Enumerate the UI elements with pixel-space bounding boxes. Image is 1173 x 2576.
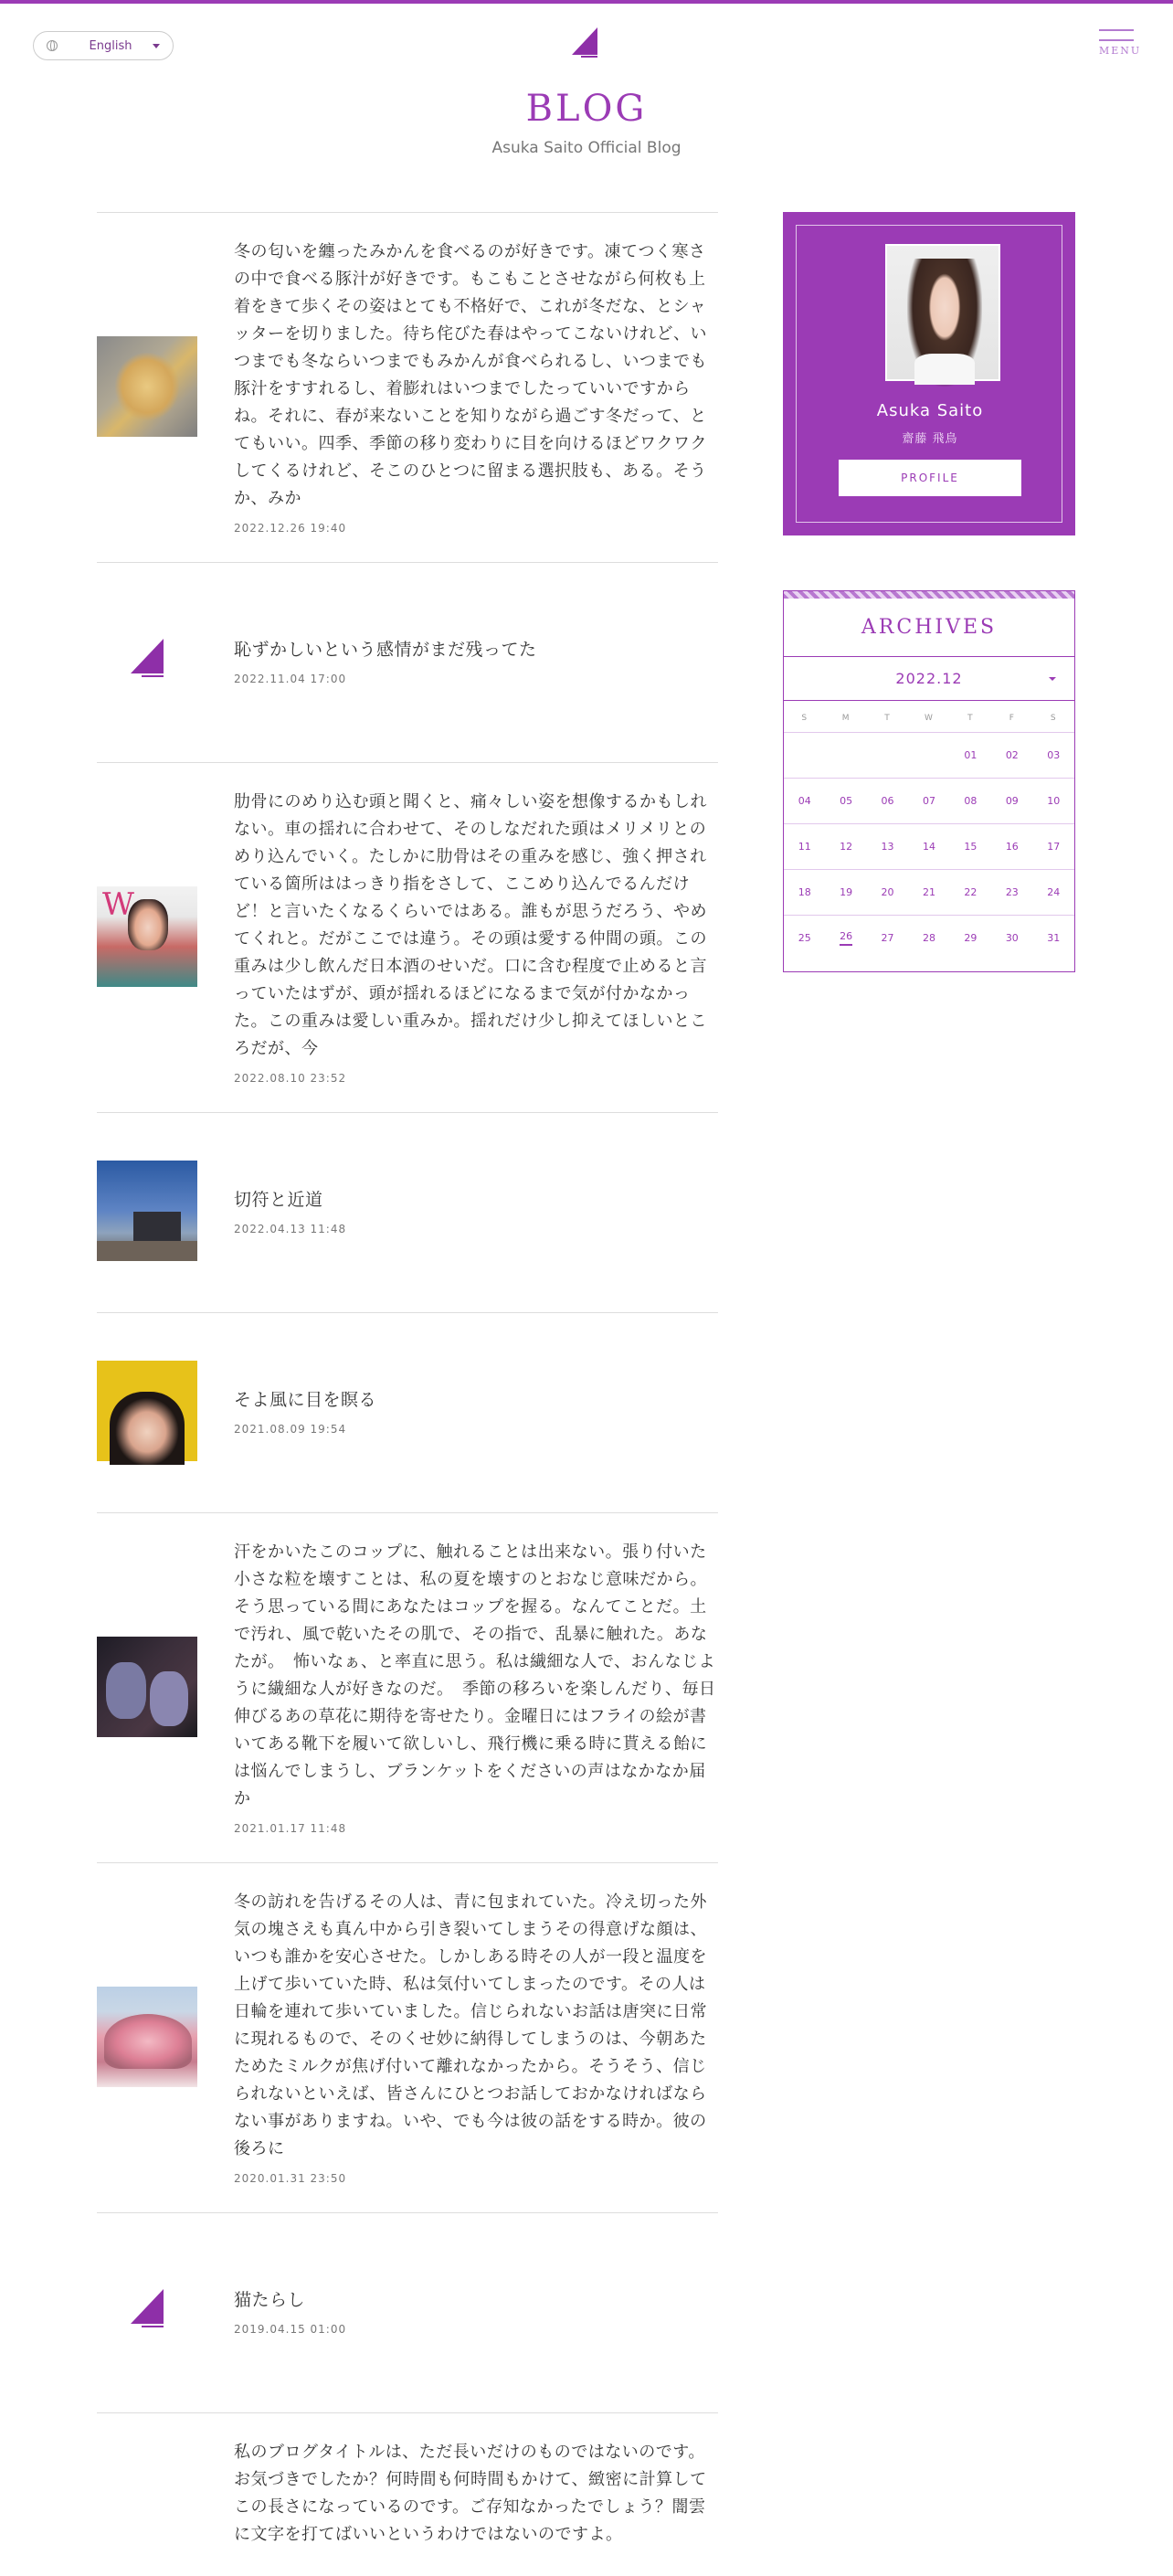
entry-thumbnail[interactable]: [97, 336, 197, 437]
calendar-empty: [825, 733, 866, 778]
weekday-label: T: [967, 714, 974, 723]
entry-date: 2022.08.10 23:52: [234, 1072, 347, 1085]
calendar-day[interactable]: 15: [964, 841, 978, 853]
entry-thumbnail-logo[interactable]: [97, 2261, 197, 2361]
calendar-day[interactable]: 19: [840, 886, 853, 898]
entry-thumbnail-logo[interactable]: [97, 610, 197, 711]
menu-button[interactable]: [1099, 29, 1142, 57]
calendar-week: [784, 778, 1074, 823]
calendar-day[interactable]: 26: [825, 916, 866, 960]
entry-title[interactable]: 恥ずかしいという感情がまだ残ってた: [234, 640, 537, 660]
entry-thumbnail[interactable]: [97, 1161, 197, 1261]
chevron-down-icon: [153, 44, 160, 48]
entry-date: 2022.12.26 19:40: [234, 522, 347, 535]
archives-decoration: [784, 591, 1074, 599]
calendar-day[interactable]: 14: [922, 841, 935, 853]
weekday-label: T: [884, 714, 891, 723]
blog-entry[interactable]: [97, 1113, 718, 1313]
calendar-day[interactable]: 22: [964, 886, 978, 898]
entry-date: 2022.04.13 11:48: [234, 1223, 347, 1235]
calendar-day[interactable]: 13: [881, 841, 894, 853]
menu-label: MENU: [1099, 45, 1142, 57]
profile-button[interactable]: PROFILE: [839, 460, 1021, 496]
site-logo[interactable]: [570, 27, 599, 62]
calendar-day[interactable]: 18: [798, 886, 811, 898]
menu-icon: [1099, 29, 1134, 31]
entry-text[interactable]: 冬の訪れを告げるその人は、青に包まれていた。冷え切った外気の塊さえも真ん中から引き裂いてしまうその得意げな顔は、いつも誰かを安心させた。しかしある時その人が一段と温度を上げて歩いていた時、私は気付いてしまったのです。その人は日輪を連れて歩いていました。信じられないお話は唐突に日常に現れるもので、そのくせ妙に納得してしまうのは、今朝あたためたミルクが焦げ付いて離れなかったから。そうそう、信じられないといえば、皆さんにひとつお話しておかなければならない事がありますね。いや、でも今は彼の話をする時か。彼の後ろに: [234, 1892, 707, 2158]
calendar-day[interactable]: 23: [1005, 886, 1019, 898]
weekday-label: M: [841, 714, 851, 723]
language-label: English: [89, 38, 132, 53]
blog-entry[interactable]: [97, 763, 718, 1113]
menu-icon-bar: [1099, 39, 1134, 41]
weekday-label: F: [1009, 714, 1015, 723]
entry-text[interactable]: 冬の匂いを纏ったみかんを食べるのが好きです。凍てつく寒さの中で食べる豚汁が好きです。もこもことさせながら何枚も上着をきて歩くその姿はとても不格好で、これが冬だな、とシャッターを切りました。待ち侘びた春はやってこないけれど、いつまでも冬ならいつまでもみかんが食べられるし、いつまでも豚汁をすすれるし、着膨れはいつまでしたっていいですからね。それに、春が来ないことを知りながら過ごす冬だって、とてもいい。四季、季節の移り変わりに目を向けるほどワクワクしてくるけれど、そこのひとつに留まる選択肢も、ある。そうか、みか: [234, 242, 707, 508]
entry-thumbnail[interactable]: [97, 886, 197, 987]
calendar-day[interactable]: 31: [1047, 932, 1061, 944]
profile-frame: [796, 225, 1062, 523]
calendar-empty: [784, 733, 825, 778]
entry-date: 2022.11.04 17:00: [234, 673, 347, 685]
entry-thumbnail[interactable]: [97, 1361, 197, 1461]
archives-widget: [783, 590, 1075, 972]
archives-month-select[interactable]: [784, 657, 1074, 701]
calendar-day[interactable]: 03: [1047, 749, 1061, 761]
page-title: BLOG: [525, 88, 648, 130]
page-subtitle: Asuka Saito Official Blog: [491, 139, 682, 157]
weekday-label: S: [801, 714, 808, 723]
entry-date: 2019.04.15 01:00: [234, 2323, 347, 2336]
calendar-weekdays: [784, 714, 1074, 732]
calendar-week: [784, 732, 1074, 778]
weekday-label: W: [925, 714, 934, 723]
blog-entry[interactable]: [97, 2413, 718, 2576]
entry-thumbnail[interactable]: [97, 1987, 197, 2087]
calendar-week: [784, 823, 1074, 869]
calendar-day[interactable]: 02: [1005, 749, 1019, 761]
calendar-day[interactable]: 25: [798, 932, 811, 944]
logo-icon: [129, 639, 165, 683]
top-accent-line: [0, 0, 1173, 4]
blog-entry[interactable]: [97, 2213, 718, 2413]
entry-text[interactable]: 肋骨にのめり込む頭と聞くと、痛々しい姿を想像するかもしれない。車の揺れに合わせて、そのしなだれた頭はメリメリとのめり込んでいく。たしかに肋骨はその重みを感じ、強く押されている箇所ははっきり指をさして、ここめり込んでるんだけど！と言いたくなるくらいではある。誰もが思うだろう、やめてくれと。だがここでは違う。その頭は愛する仲間の頭。この重みは少し飲んだ日本酒のせいだ。口に含む程度で止めると言っていたはずが、頭が揺れるほどになるまで気が付かなかった。この重みは愛しい重みか。揺れだけ少し抑えてほしいところだが、今: [234, 792, 707, 1058]
calendar-day[interactable]: 24: [1047, 886, 1061, 898]
calendar-day[interactable]: 28: [922, 932, 935, 944]
blog-entry[interactable]: [97, 213, 718, 563]
calendar-day[interactable]: 05: [840, 795, 853, 807]
calendar-day[interactable]: 17: [1047, 841, 1061, 853]
calendar-days: [784, 732, 1074, 960]
profile-name-jp: 齋藤 飛鳥: [902, 432, 958, 446]
entry-date: 2020.01.31 23:50: [234, 2172, 347, 2185]
calendar-empty: [908, 733, 949, 778]
entry-title[interactable]: 猫たらし: [234, 2290, 306, 2310]
calendar-day[interactable]: 04: [798, 795, 811, 807]
calendar-day[interactable]: 11: [798, 841, 811, 853]
blog-entry[interactable]: [97, 1863, 718, 2213]
archives-title: ARCHIVES: [784, 599, 1074, 657]
blog-entry-list: [97, 212, 718, 2576]
globe-icon: [47, 40, 58, 51]
calendar-day[interactable]: 06: [881, 795, 894, 807]
entry-thumbnail[interactable]: [97, 1637, 197, 1737]
entry-title[interactable]: そよ風に目を瞑る: [234, 1390, 377, 1410]
calendar-day[interactable]: 10: [1047, 795, 1061, 807]
calendar-day[interactable]: 20: [881, 886, 894, 898]
chevron-down-icon: [1049, 677, 1056, 681]
profile-photo: [885, 244, 1000, 381]
calendar: [784, 701, 1074, 960]
calendar-day[interactable]: 30: [1005, 932, 1019, 944]
weekday-label: S: [1050, 714, 1057, 723]
blog-entry[interactable]: [97, 563, 718, 763]
calendar-day[interactable]: 12: [840, 841, 853, 853]
entry-date: 2021.01.17 11:48: [234, 1822, 347, 1835]
blog-entry[interactable]: [97, 1513, 718, 1863]
profile-card: [783, 212, 1075, 535]
entry-text[interactable]: 私のブログタイトルは、ただ長いだけのものではないのです。お気づきでしたか？何時間も何時間もかけて、緻密に計算してこの長さになっているのです。ご存知なかったでしょう？闇雲に文字を打てばいいというわけではないのですよ。: [234, 2443, 707, 2544]
calendar-week: [784, 869, 1074, 915]
calendar-day[interactable]: 01: [964, 749, 978, 761]
entry-text[interactable]: 汗をかいたこのコップに、触れることは出来ない。張り付いた小さな粒を壊すことは、私の夏を壊すのとおなじ意味だから。そう思っている間にあなたはコップを握る。なんてことだ。土で汚れ、風で乾いたその肌で、その指で、乱暴に触れた。あなたが。 怖いなぁ、と率直に思う。私は繊細な人で、おんなじように繊細な人が好きなのだ。 季節の移ろいを楽しんだり、毎日伸びるあの草花に期待を寄せたり。金曜日にはフライの絵が書いてある靴下を履いて欲しいし、飛行機に乗る時に貰える飴には悩んでしまうし、ブランケットをくださいの声はなかなか届か: [234, 1542, 716, 1808]
calendar-day[interactable]: 09: [1005, 795, 1019, 807]
calendar-day[interactable]: 08: [964, 795, 978, 807]
calendar-week: [784, 915, 1074, 960]
entry-title[interactable]: 切符と近道: [234, 1190, 323, 1210]
calendar-day[interactable]: 16: [1005, 841, 1019, 853]
language-selector[interactable]: [33, 31, 174, 60]
calendar-day[interactable]: 29: [964, 932, 978, 944]
entry-date: 2021.08.09 19:54: [234, 1423, 347, 1436]
calendar-day[interactable]: 21: [922, 886, 935, 898]
blog-entry[interactable]: [97, 1313, 718, 1513]
profile-name: Asuka Saito: [876, 401, 984, 420]
calendar-day[interactable]: 07: [922, 795, 935, 807]
archives-month-value: 2022.12: [895, 670, 963, 687]
entry-thumbnail[interactable]: [97, 2439, 197, 2539]
logo-icon: [129, 2289, 165, 2333]
calendar-empty: [867, 733, 908, 778]
calendar-day[interactable]: 27: [881, 932, 894, 944]
